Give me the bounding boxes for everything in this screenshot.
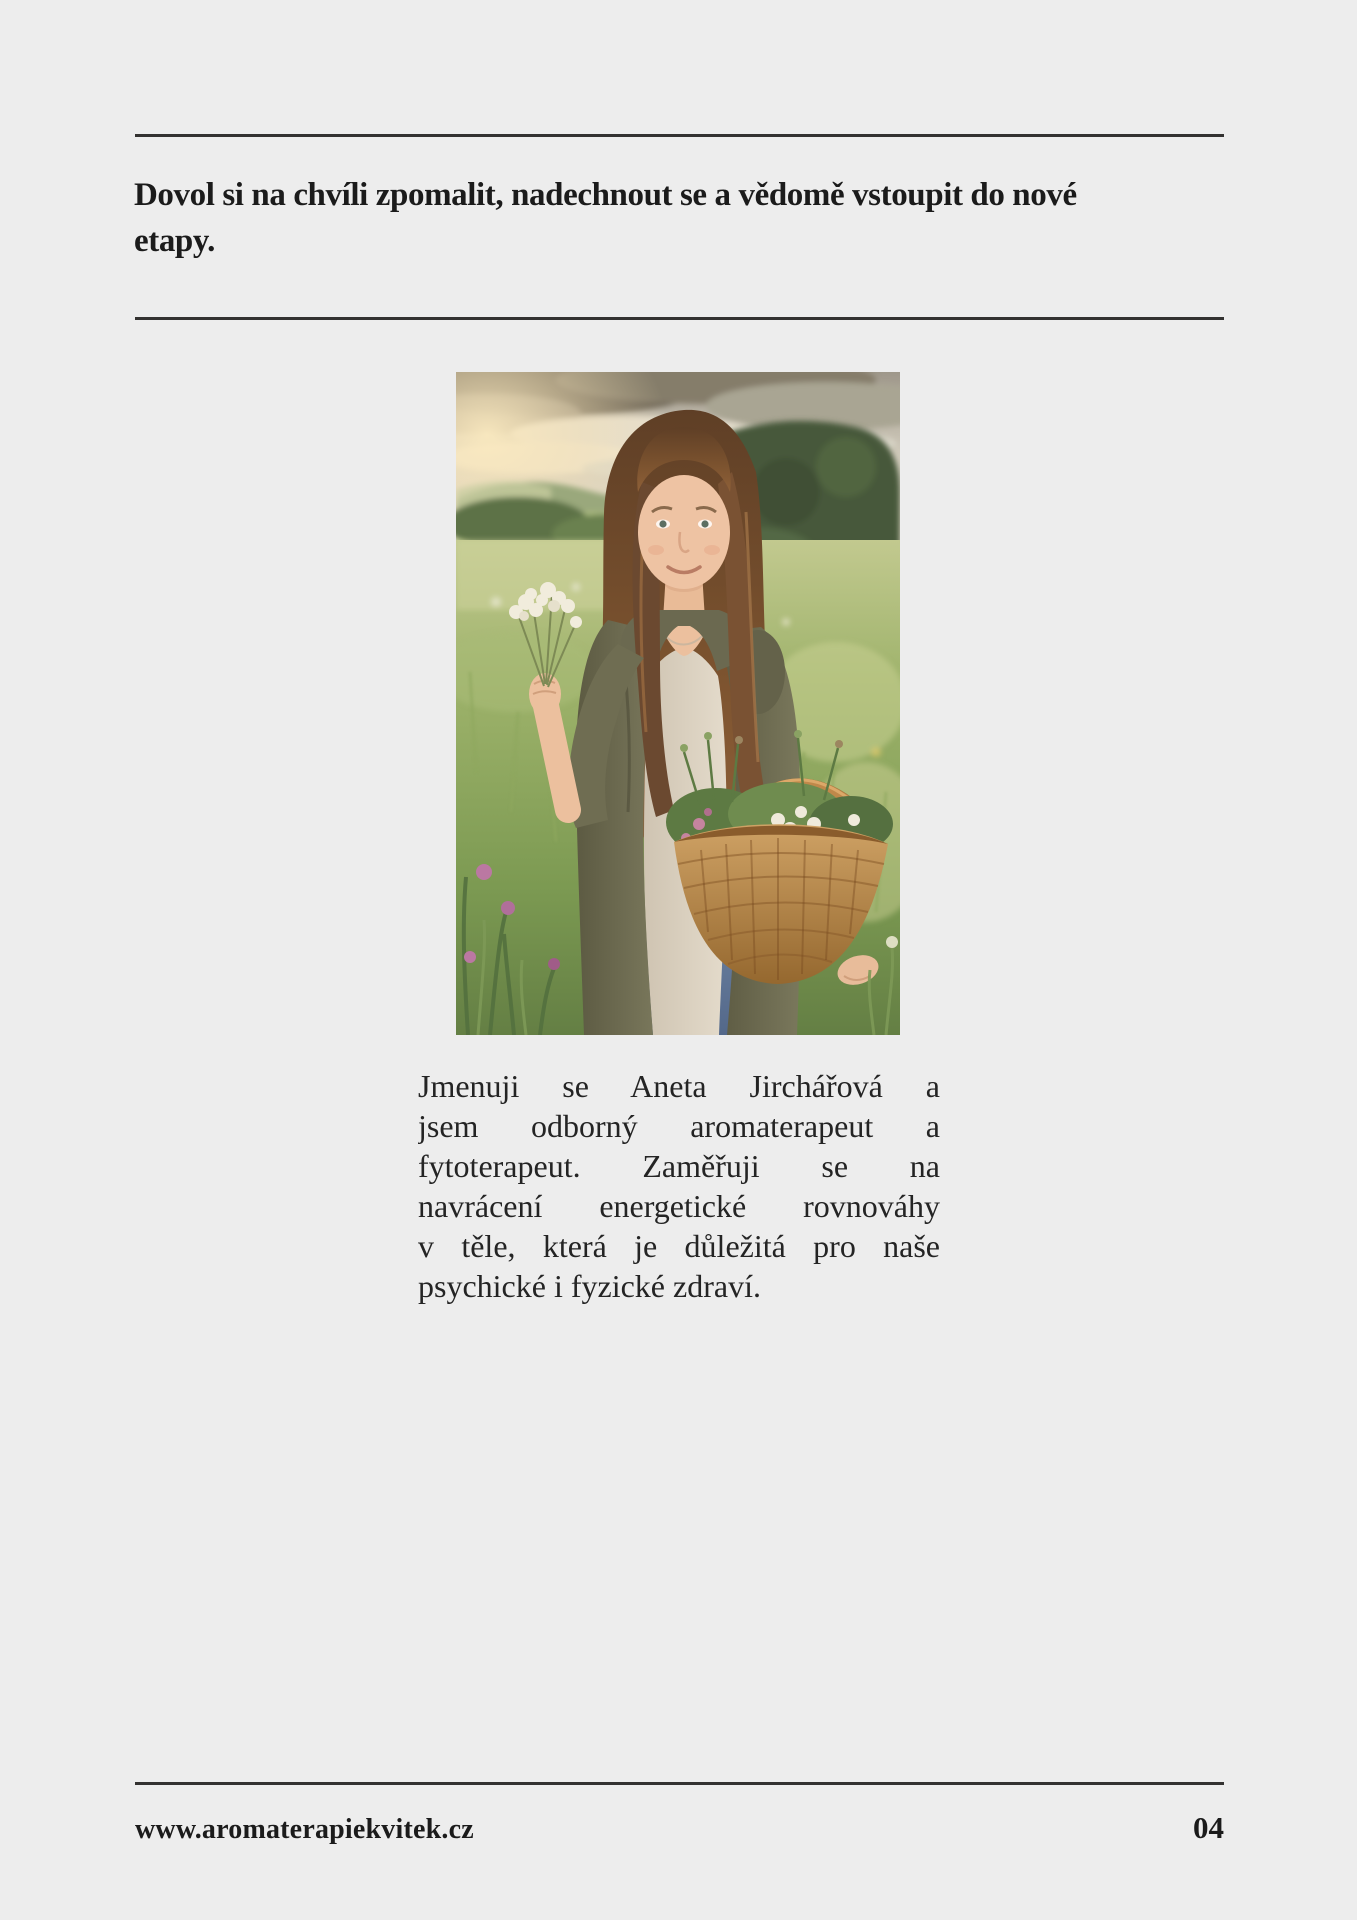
intro-paragraph xyxy=(418,1066,940,1306)
intro-line: jsem odborný aromaterapeut a xyxy=(418,1108,940,1144)
website-url: www.aromaterapiekvitek.cz xyxy=(135,1814,474,1845)
intro-line: navrácení energetické rovnováhy xyxy=(418,1188,940,1224)
page-title-line-2: etapy. xyxy=(134,223,216,259)
headline-divider xyxy=(135,317,1224,320)
page-number: 04 xyxy=(1193,1810,1224,1845)
page-title-line-1: Dovol si na chvíli zpomalit, nadechnout se a vědomě vstoupit do nové xyxy=(134,177,1077,213)
intro-line: Jmenuji se Aneta Jirchářová a xyxy=(418,1068,940,1104)
intro-line: fytoterapeut. Zaměřuji se na xyxy=(418,1148,940,1184)
portrait-photo xyxy=(456,372,900,1035)
intro-line: psychické i fyzické zdraví. xyxy=(418,1268,761,1304)
eye-left xyxy=(659,520,666,527)
portrait-photo-illustration xyxy=(456,372,900,1035)
top-divider xyxy=(135,134,1224,137)
footer xyxy=(135,1810,1224,1846)
eye-right xyxy=(701,520,708,527)
face xyxy=(637,427,730,589)
intro-line: v těle, která je důležitá pro naše xyxy=(418,1228,940,1264)
footer-divider xyxy=(135,1782,1224,1785)
page-title xyxy=(134,172,1244,264)
